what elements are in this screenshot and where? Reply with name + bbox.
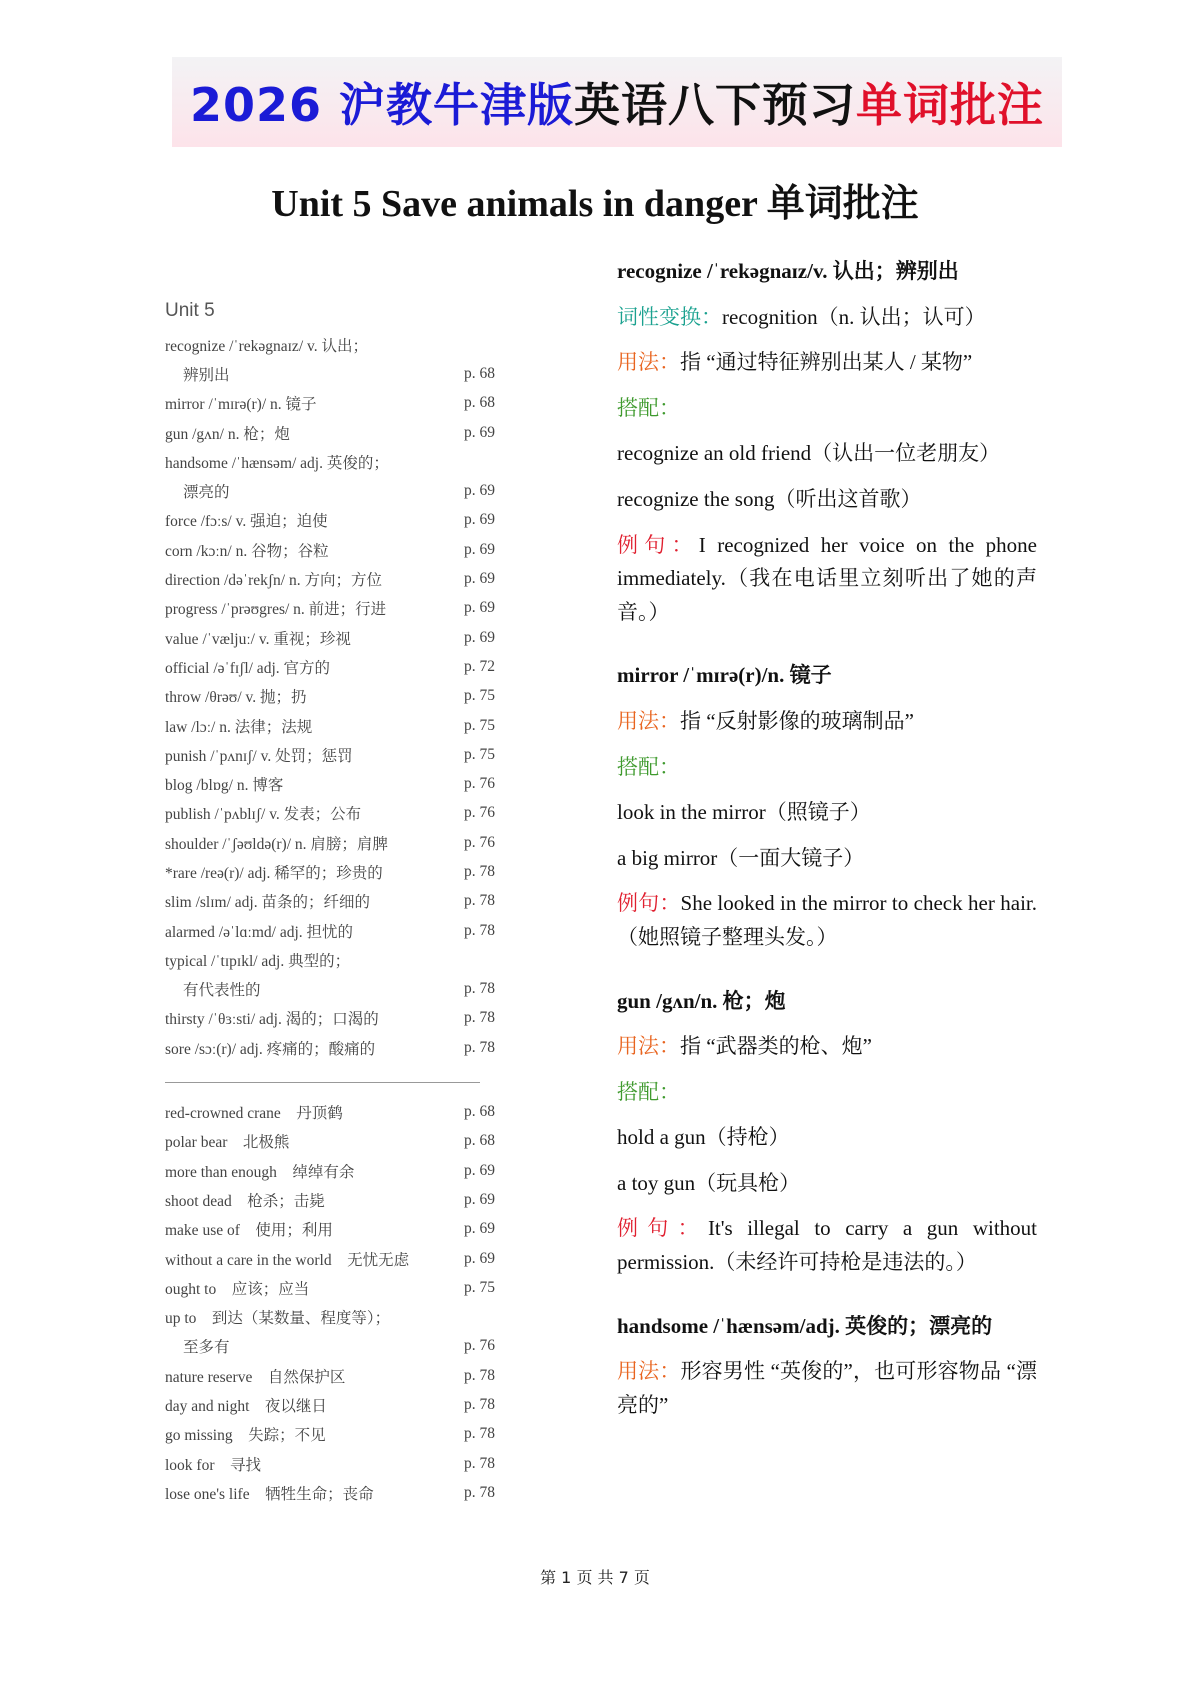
word-row [165,1033,495,1062]
vocab-text: more than enough 绰绰有余 [165,1163,355,1181]
vocab-text: punish /ˈpʌnɪʃ/ v. 处罚；惩罚 [165,747,353,765]
page-ref: p. 78 [464,862,495,880]
entry-text: recognize the song（听出这首歌） [617,486,922,511]
entry-line [617,1076,1037,1110]
word-row [165,799,495,828]
phrase-row [165,1332,495,1361]
word-row [165,652,495,681]
entry-headword: recognize /ˈrekəgnaɪz/v. 认出；辨别出 [617,259,959,283]
entry-label: 用法： [617,1359,681,1384]
vocab-text: corn /kɔːn/ n. 谷物；谷粒 [165,542,329,560]
word-row [165,594,495,623]
entry-label: 用法： [617,708,680,733]
entry-text: 指 “反射影像的玻璃制品” [680,708,914,733]
phrase-row [165,1215,495,1244]
entry-text: 指 “武器类的枪、炮” [680,1034,872,1059]
word-entry [617,255,1037,629]
vocab-text: publish /ˈpʌblɪʃ/ v. 发表；公布 [165,806,362,824]
page-ref: p. 78 [464,1396,495,1414]
word-row [165,476,495,505]
vocab-text: value /ˈvæljuː/ v. 重视；珍视 [165,630,351,648]
entry-text: recognize an old friend（认出一位老朋友） [617,441,1001,466]
vocab-text: *rare /reə(r)/ adj. 稀罕的；珍贵的 [165,864,383,882]
document-title: Unit 5 Save animals in danger 单词批注 [271,183,919,225]
word-row [165,564,495,593]
word-row [165,506,495,535]
page-ref: p. 75 [464,745,495,763]
entry-line [617,887,1037,954]
word-entry [617,659,1037,954]
word-row [165,740,495,769]
entry-text: She looked in the mirror to check her hair.（她照镜子整理头发。） [617,891,1038,949]
vocab-text: shoot dead 枪杀；击毙 [165,1192,325,1210]
word-entry [617,1310,1037,1423]
page-ref: p. 69 [464,1249,495,1267]
entry-label: 用法： [617,350,680,375]
banner-part-subject: 英语八下预习 [574,78,857,132]
word-row [165,389,495,418]
banner-part-topic: 单词批注 [856,78,1045,132]
word-row [165,916,495,945]
vocab-text: typical /ˈtɪpɪkl/ adj. 典型的； [165,952,351,970]
page-ref: p. 75 [464,1278,495,1296]
vocab-text: throw /θrəʊ/ v. 抛；扔 [165,689,307,707]
phrase-row [165,1244,495,1273]
phrase-row [165,1273,495,1302]
phrase-row [165,1361,495,1390]
entry-line [617,1355,1037,1422]
vocab-text: force /fɔːs/ v. 强迫；迫使 [165,513,328,531]
page-ref: p. 72 [464,657,495,675]
entry-headword: handsome /ˈhænsəm/adj. 英俊的；漂亮的 [617,1313,993,1338]
entry-text: 形容男性 “英俊的”，也可形容物品 “漂亮的” [617,1359,1037,1417]
page-ref: p. 78 [464,980,495,998]
word-row [165,945,495,974]
vocab-text: nature reserve 自然保护区 [165,1368,346,1386]
vocab-text: make use of 使用；利用 [165,1222,333,1240]
vocab-text: official /əˈfɪʃl/ adj. 官方的 [165,659,330,677]
vocab-text: thirsty /ˈθɜːsti/ adj. 渴的；口渴的 [165,1011,379,1029]
page-ref: p. 69 [464,1220,495,1238]
page-ref: p. 78 [464,1366,495,1384]
page-ref: p. 76 [464,833,495,851]
page-ref: p. 78 [464,1454,495,1472]
entry-text: It's illegal to carry a gun without permission.（未经许可持枪是违法的。） [617,1216,1038,1275]
page-ref: p. 78 [464,1425,495,1443]
page-ref: p. 68 [464,1103,495,1121]
word-row [165,1004,495,1033]
phrase-row [165,1156,495,1185]
entry-label: 例句： [617,1216,708,1241]
entry-label: 用法： [617,1034,680,1059]
banner-text [190,69,1044,135]
page-ref: p. 78 [464,921,495,939]
entry-line [617,1121,1037,1155]
entry-line [617,751,1037,785]
entry-line [617,346,1037,380]
entry-text: look in the mirror（照镜子） [617,800,871,825]
divider [165,1082,480,1083]
word-row [165,711,495,740]
vocab-text: 有代表性的 [183,982,261,1000]
vocab-text: gun /gʌn/ n. 枪；炮 [165,425,290,443]
vocab-text: direction /dəˈrekʃn/ n. 方向；方位 [165,572,382,590]
phrase-row [165,1127,495,1156]
entry-label: 搭配： [617,395,680,420]
vocab-text: look for 寻找 [165,1456,262,1474]
entry-line [617,1030,1037,1064]
vocab-text: polar bear 北极熊 [165,1134,290,1152]
entry-text: recognition（n. 认出；认可） [722,304,986,329]
title-banner [172,57,1062,147]
page-ref: p. 76 [464,1337,495,1355]
vocab-text: up to 到达（某数量、程度等）； [165,1310,391,1328]
vocab-text: lose one's life 牺牲生命；丧命 [165,1485,374,1503]
annotation-column [617,255,1037,1452]
vocab-text: handsome /ˈhænsəm/ adj. 英俊的； [165,454,389,472]
entry-line [617,483,1037,517]
unit-heading: Unit 5 [165,300,215,321]
word-row [165,330,495,359]
vocab-text: 至多有 [183,1339,230,1357]
vocab-text: ought to 应该；应当 [165,1280,310,1298]
page-ref: p. 69 [464,540,495,558]
page-ref: p. 78 [464,1483,495,1501]
page-ref: p. 75 [464,687,495,705]
phrase-list [165,1097,495,1507]
vocab-text: slim /slɪm/ adj. 苗条的；纤细的 [165,894,370,912]
vocab-text: 辨别出 [183,366,230,384]
page-ref: p. 78 [464,1038,495,1056]
vocab-text: sore /sɔː(r)/ adj. 疼痛的；酸痛的 [165,1040,376,1058]
page-ref: p. 69 [464,511,495,529]
page-ref: p. 68 [464,364,495,382]
vocab-text: go missing 失踪；不见 [165,1427,326,1445]
page-ref: p. 69 [464,423,495,441]
entry-text: a toy gun（玩具枪） [617,1170,801,1195]
entry-headword: gun /gʌn/n. 枪；炮 [617,988,786,1013]
word-row [165,623,495,652]
word-row [165,828,495,857]
entry-label: 例句： [617,891,681,916]
banner-part-edition: 2026 沪教牛津版 [189,78,575,132]
entry-text: 指 “通过特征辨别出某人 / 某物” [680,350,973,375]
entry-label: 例句： [617,532,699,557]
page-ref: p. 69 [464,570,495,588]
entry-text: a big mirror（一面大镜子） [617,845,865,870]
word-row [165,418,495,447]
page-ref: p. 69 [464,1190,495,1208]
vocab-text: blog /blɒg/ n. 博客 [165,777,284,795]
word-row [165,975,495,1004]
vocab-text: law /lɔː/ n. 法律；法规 [165,718,313,736]
phrase-row [165,1185,495,1214]
vocab-text: day and night 夜以继日 [165,1398,327,1416]
word-row [165,359,495,388]
entry-line [617,529,1037,630]
phrase-row [165,1390,495,1419]
page-ref: p. 78 [464,892,495,910]
page-ref: p. 76 [464,804,495,822]
page-ref: p. 68 [464,394,495,412]
phrase-row [165,1449,495,1478]
phrase-row [165,1420,495,1449]
page-ref: p. 75 [464,716,495,734]
word-entry [617,985,1037,1280]
vocab-text: mirror /ˈmɪrə(r)/ n. 镜子 [165,396,317,414]
word-row [165,535,495,564]
phrase-row [165,1303,495,1332]
entry-line [617,437,1037,471]
vocab-text: red-crowned crane 丹顶鹤 [165,1105,343,1123]
word-list [165,330,495,1062]
entry-headword: mirror /ˈmɪrə(r)/n. 镜子 [617,663,832,688]
page-ref: p. 78 [464,1009,495,1027]
vocab-text: shoulder /ˈʃəʊldə(r)/ n. 肩膀；肩脾 [165,835,388,853]
entry-line [617,705,1037,739]
page-ref: p. 69 [464,482,495,500]
page-ref: p. 69 [464,599,495,617]
vocab-text: 漂亮的 [183,484,230,502]
entry-line [617,392,1037,426]
vocab-text: recognize /ˈrekəgnaɪz/ v. 认出； [165,337,368,355]
entry-line [617,1167,1037,1201]
entry-line [617,796,1037,830]
page-ref: p. 69 [464,628,495,646]
word-row [165,682,495,711]
page-ref: p. 76 [464,775,495,793]
phrase-row [165,1097,495,1126]
entry-line [617,1212,1037,1279]
entry-label: 搭配： [617,754,680,779]
entry-line [617,842,1037,876]
word-row [165,887,495,916]
word-row [165,769,495,798]
entry-text: I recognized her voice on the phone immediately.（我在电话里立刻听出了她的声音。） [617,532,1038,624]
word-row [165,857,495,886]
phrase-row [165,1478,495,1507]
word-row [165,447,495,476]
vocab-text: alarmed /əˈlɑːmd/ adj. 担忧的 [165,923,354,941]
entry-line [617,301,1037,335]
entry-label: 词性变换： [617,304,722,329]
page-ref: p. 68 [464,1132,495,1150]
vocab-text: without a care in the world 无忧无虑 [165,1251,410,1269]
entry-label: 搭配： [617,1079,680,1104]
entry-text: hold a gun（持枪） [617,1125,790,1150]
vocab-list [165,300,495,1508]
page-ref: p. 69 [464,1161,495,1179]
page-footer: 第 1 页 共 7 页 [540,1568,650,1587]
vocab-text: progress /ˈprəʊgres/ n. 前进；行进 [165,601,387,619]
